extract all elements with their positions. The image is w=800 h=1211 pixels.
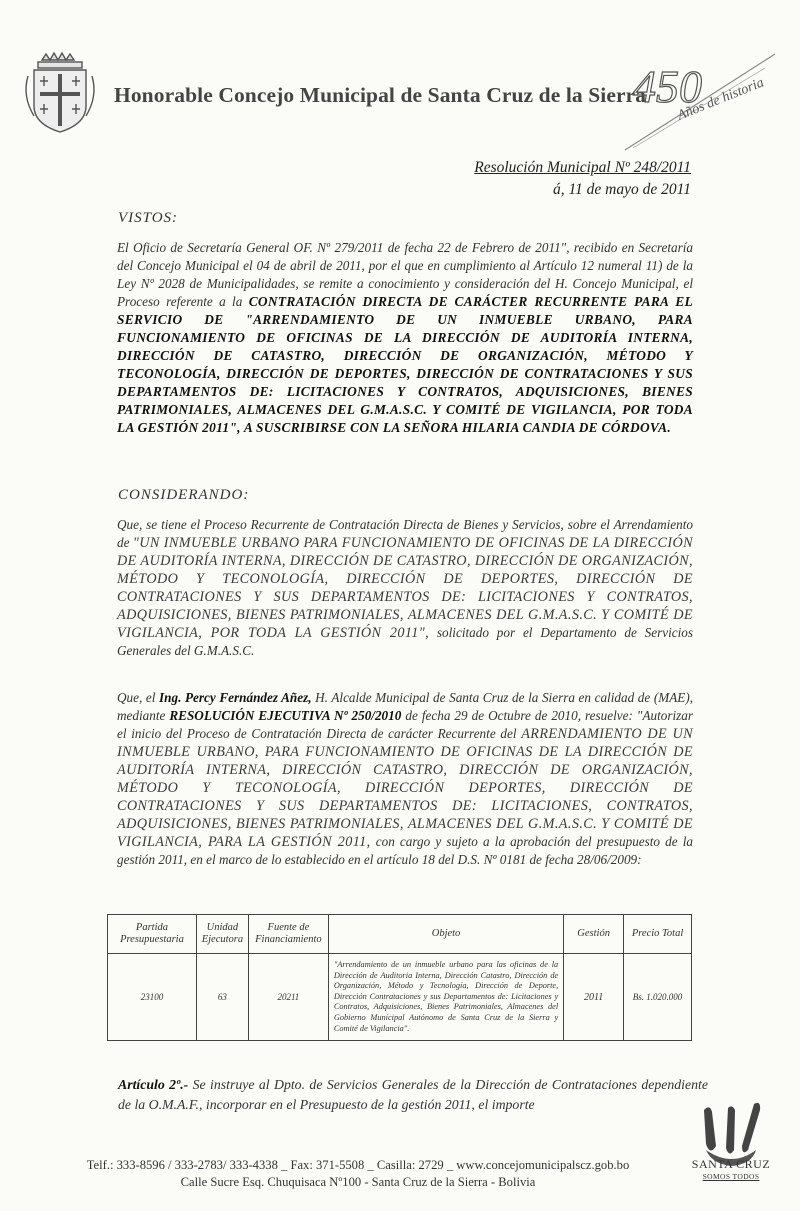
col-precio: Precio Total [624, 915, 692, 954]
table-header-row [108, 915, 692, 954]
santa-cruz-logo-name: SANTA CRUZ [691, 1157, 771, 1171]
article-2-text: Se instruye al Dpto. de Servicios Generales de la Dirección de Contrataciones dependiente de la O.M.A.F., incorporar en el Presupuesto de la gestión 2011, el importe [118, 1077, 708, 1112]
resolution-date: á, 11 de mayo de 2011 [552, 181, 691, 198]
resolution-number: Resolución Municipal Nº 248/2011 [474, 159, 691, 176]
col-partida: Partida Presupuestaria [108, 915, 197, 954]
anniversary-text: Años de historia [675, 75, 767, 124]
p1-caps: "UN INMUEBLE URBANO PARA FUNCIONAMIENTO DE OFICINAS DE LA DIRECCIÓN DE AUDITORÍA INTERNA, DIRECCIÓN DE CATASTRO, DIRECCIÓN DE ORGANIZACIÓN, MÉTODO Y TECONOLOGÍA, DIRECCIÓN DE DEPORTES, DIRECCIÓN DE CONTRATACIONES Y SUS DEPARTAMENTOS DE: LICITACIONES Y CONTRATOS, ADQUISICIONES, BIENES PATRIMONIALES, ALMACENES DEL G.M.A.S.C. Y COMITÉ DE VIGILANCIA, POR TODA LA GESTIÓN 2011", [117, 535, 693, 641]
table-row [108, 954, 692, 1041]
footer-contact [28, 1157, 688, 1191]
budget-table [107, 914, 692, 1041]
article-2-label: Artículo 2º.- [118, 1077, 189, 1092]
cell-objeto: "Arrendamiento de un inmueble urbano para las oficinas de la Dirección de Auditoria Interna, Dirección Catastro, Dirección de Organización, Método y Tecnología, Dirección de Deporte, Dirección Contrataciones y sus Departamentos de: Licitaciones y Contratos, Adquisiciones, Bienes Patrimoniales, Almacenes del Gobierno Municipal Autónomo de Santa Cruz de la Sierra y Comité de Vigilancia". [328, 954, 563, 1041]
footer-line-1: Telf.: 333-8596 / 333-2783/ 333-4338 _ Fax: 371-5508 _ Casilla: 2729 _ www.concejomunicipalscz.gob.bo [86, 1158, 630, 1172]
p2-c: de fecha 29 de Octubre de 2010, resuelve: "Autorizar el inicio del Proceso de Contratación Directa de carácter Recurrente del [117, 708, 694, 741]
p1-tail: solicitado por el Departamento de Servicios Generales del G.M.A.S.C. [117, 625, 693, 658]
considerando-paragraph-1 [117, 516, 693, 660]
vistos-bold-subject: CONTRATACIÓN DIRECTA DE CARÁCTER RECURRENTE PARA EL SERVICIO DE "ARRENDAMIENTO DE UN INMUEBLE URBANO, PARA FUNCIONAMIENTO DE OFICINAS DE LA DIRECCIÓN DE AUDITORÍA INTERNA, DIRECCIÓN DE CATASTRO, DIRECCIÓN DE ORGANIZACIÓN, MÉTODO Y TECONOLOGÍA, DIRECCIÓN DE DEPORTES, DIRECCIÓN DE CONTRATACIONES Y SUS DEPARTAMENTOS DE: LICITACIONES Y CONTRATOS, ADQUISICIONES, BIENES PATRIMONIALES, ALMACENES DEL G.M.A.S.C. Y COMITÉ DE VIGILANCIA, POR TODA LA GESTIÓN 2011", A SUSCRIBIRSE CON LA SEÑORA HILARIA CANDIA DE CÓRDOVA. [117, 294, 693, 435]
footer-line-2: Calle Sucre Esq. Chuquisaca Nº100 - Santa Cruz de la Sierra - Bolivia [180, 1175, 536, 1189]
vistos-heading: VISTOS: [118, 210, 179, 226]
vistos-paragraph [117, 239, 693, 437]
santa-cruz-logo-tagline: SOMOS TODOS [702, 1172, 760, 1181]
col-unidad: Unidad Ejecutora [196, 915, 248, 954]
cell-gestion: 2011 [564, 954, 624, 1041]
col-objeto: Objeto [328, 915, 563, 954]
p2-caps: ARRENDAMIENTO DE UN INMUEBLE URBANO, PARA FUNCIONAMIENTO DE OFICINAS DE LA DIRECCIÓN DE AUDITORÍA INTERNA, DIRECCIÓN CATASTRO, DIRECCIÓN DE ORGANIZACIÓN, MÉTODO Y TECONOLOGÍA, DIRECCIÓN DEPORTES, DIRECCIÓN DE CONTRATACIONES Y SUS DEPARTAMENTOS DE: LICITACIONES, CONTRATOS, ADQUISICIONES, BIENES PATRIMONIALES, ALMACENES DEL G.M.A.S.C. Y COMITÉ DE VIGILANCIA, PARA LA GESTIÓN 2011, [117, 726, 693, 850]
cell-unidad: 63 [196, 954, 248, 1041]
cell-precio: Bs. 1.020.000 [624, 954, 692, 1041]
p2-name: Ing. Percy Fernández Añez, [159, 690, 312, 705]
cell-partida: 23100 [108, 954, 197, 1041]
p2-b: H. Alcalde Municipal de Santa Cruz de la Sierra en calidad de (MAE), mediante [117, 690, 694, 723]
p1-lead: Que, se tiene el Proceso Recurrente de Contratación Directa de Bienes y Servicios, sobre el Arrendamiento de [117, 517, 693, 550]
col-gestion: Gestión [564, 915, 624, 954]
vistos-intro: El Oficio de Secretaría General OF. Nº 279/2011 de fecha 22 de Febrero de 2011", recibido en Secretaría del Concejo Municipal el 04 de abril de 2011, por el que en cumplimiento al Artículo 12 numeral 11) de la Ley Nº 2028 de Municipalidades, se remite a conocimiento y consideración del H. Concejo Municipal, el Proceso referente a la [117, 240, 693, 309]
svg-text:450: 450 [633, 61, 702, 112]
p2-resolution: RESOLUCIÓN EJECUTIVA Nº 250/2010 [169, 708, 402, 723]
p2-a: Que, el [117, 690, 156, 705]
cell-fuente: 20211 [248, 954, 328, 1041]
col-fuente: Fuente de Financiamiento [248, 915, 328, 954]
article-2 [118, 1075, 708, 1115]
considerando-heading: CONSIDERANDO: [118, 487, 250, 503]
p2-d: con cargo y sujeto a la aprobación del presupuesto de la gestión 2011, en el marco de lo establecido en el artículo 18 del D.S. Nº 0181 de fecha 28/06/2009: [117, 834, 694, 867]
council-name: Honorable Concejo Municipal de Santa Cruz de la Sierra [114, 83, 647, 107]
considerando-paragraph-2 [117, 689, 693, 869]
coat-of-arms-icon [20, 46, 100, 136]
